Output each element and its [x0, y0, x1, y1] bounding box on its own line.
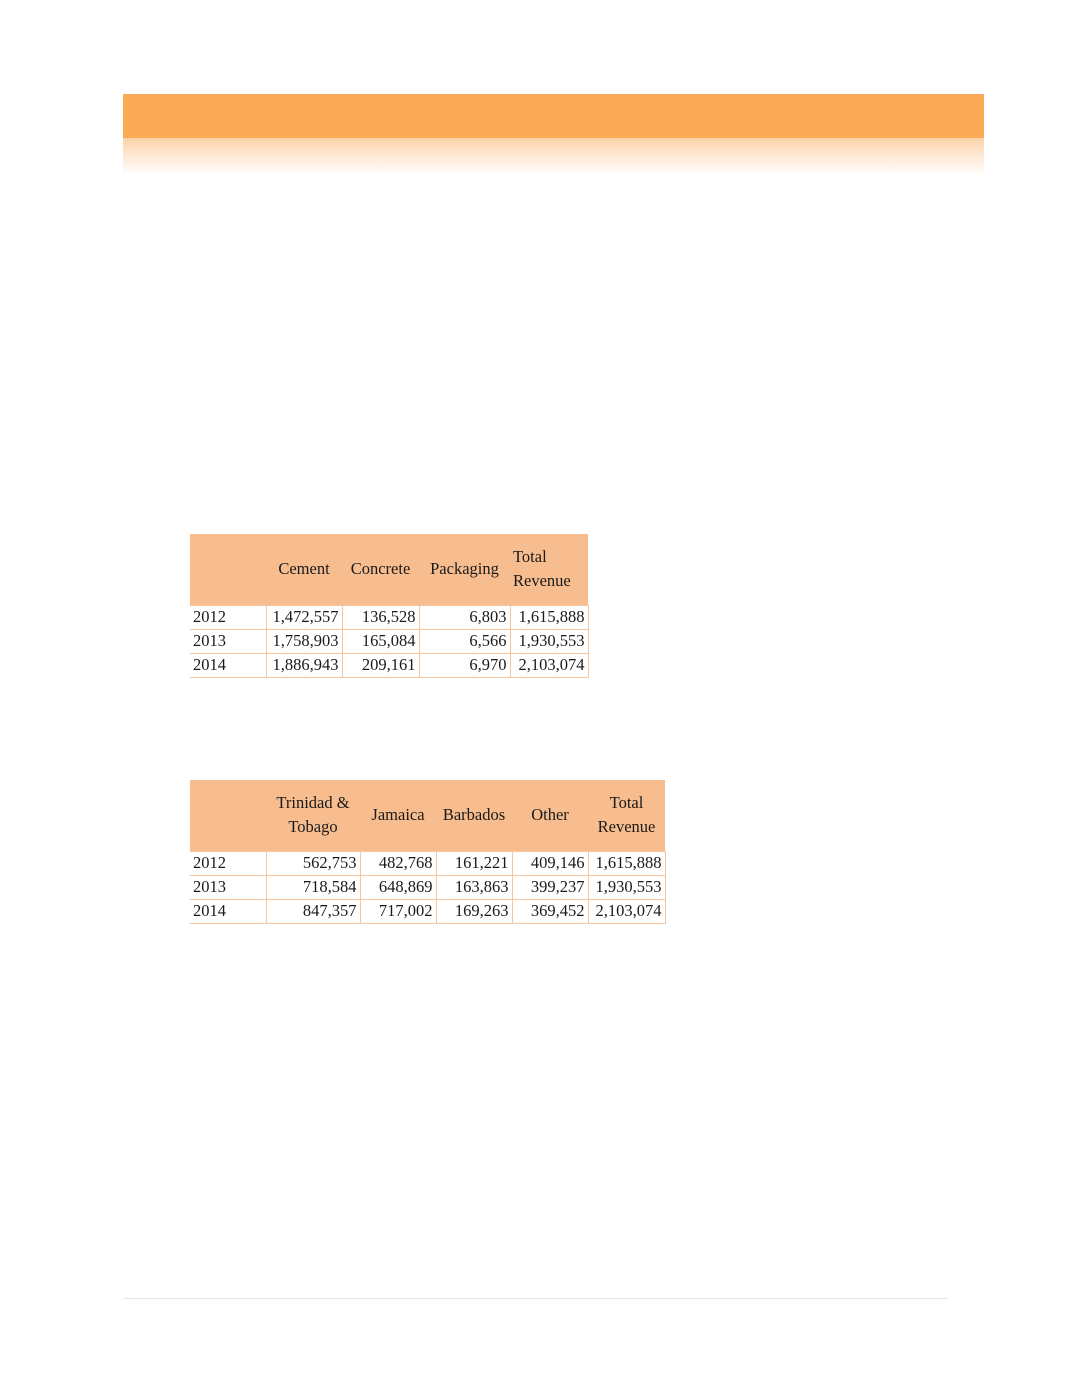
table-row — [190, 851, 665, 875]
total-cell: 1,930,553 — [588, 875, 665, 899]
other-cell: 369,452 — [512, 899, 588, 923]
concrete-cell: 165,084 — [342, 629, 419, 653]
year-cell: 2012 — [190, 851, 266, 875]
other-cell: 399,237 — [512, 875, 588, 899]
header-cell-packaging: Packaging — [419, 534, 510, 605]
total-cell: 2,103,074 — [510, 653, 588, 677]
header-band — [123, 94, 984, 138]
table-row — [190, 899, 665, 923]
trinidad-tobago-cell: 562,753 — [266, 851, 360, 875]
table-header-row — [190, 534, 588, 605]
table-row — [190, 605, 588, 629]
year-cell: 2014 — [190, 899, 266, 923]
cement-cell: 1,886,943 — [266, 653, 342, 677]
revenue-by-country-table — [190, 780, 666, 924]
concrete-cell: 209,161 — [342, 653, 419, 677]
year-cell: 2013 — [190, 629, 266, 653]
footer-divider — [123, 1298, 948, 1299]
header-cell-cement: Cement — [266, 534, 342, 605]
jamaica-cell: 648,869 — [360, 875, 436, 899]
table-row — [190, 629, 588, 653]
total-cell: 1,615,888 — [588, 851, 665, 875]
packaging-cell: 6,970 — [419, 653, 510, 677]
header-cell-jamaica: Jamaica — [360, 780, 436, 851]
cement-cell: 1,472,557 — [266, 605, 342, 629]
year-cell: 2014 — [190, 653, 266, 677]
table-row — [190, 875, 665, 899]
packaging-cell: 6,566 — [419, 629, 510, 653]
table-header-row — [190, 780, 665, 851]
concrete-cell: 136,528 — [342, 605, 419, 629]
total-cell: 1,930,553 — [510, 629, 588, 653]
header-cell-total-revenue: Total Revenue — [510, 534, 588, 605]
year-cell: 2012 — [190, 605, 266, 629]
packaging-cell: 6,803 — [419, 605, 510, 629]
revenue-by-segment-table — [190, 534, 589, 678]
other-cell: 409,146 — [512, 851, 588, 875]
total-cell: 1,615,888 — [510, 605, 588, 629]
barbados-cell: 169,263 — [436, 899, 512, 923]
trinidad-tobago-cell: 718,584 — [266, 875, 360, 899]
barbados-cell: 161,221 — [436, 851, 512, 875]
header-cell-concrete: Concrete — [342, 534, 419, 605]
header-cell-empty — [190, 780, 266, 851]
total-cell: 2,103,074 — [588, 899, 665, 923]
jamaica-cell: 482,768 — [360, 851, 436, 875]
barbados-cell: 163,863 — [436, 875, 512, 899]
header-cell-total-revenue: Total Revenue — [588, 780, 665, 851]
header-cell-barbados: Barbados — [436, 780, 512, 851]
table-row — [190, 653, 588, 677]
jamaica-cell: 717,002 — [360, 899, 436, 923]
trinidad-tobago-cell: 847,357 — [266, 899, 360, 923]
cement-cell: 1,758,903 — [266, 629, 342, 653]
header-cell-empty — [190, 534, 266, 605]
header-cell-trinidad-tobago: Trinidad & Tobago — [266, 780, 360, 851]
year-cell: 2013 — [190, 875, 266, 899]
header-cell-other: Other — [512, 780, 588, 851]
header-band-fade — [123, 138, 984, 176]
